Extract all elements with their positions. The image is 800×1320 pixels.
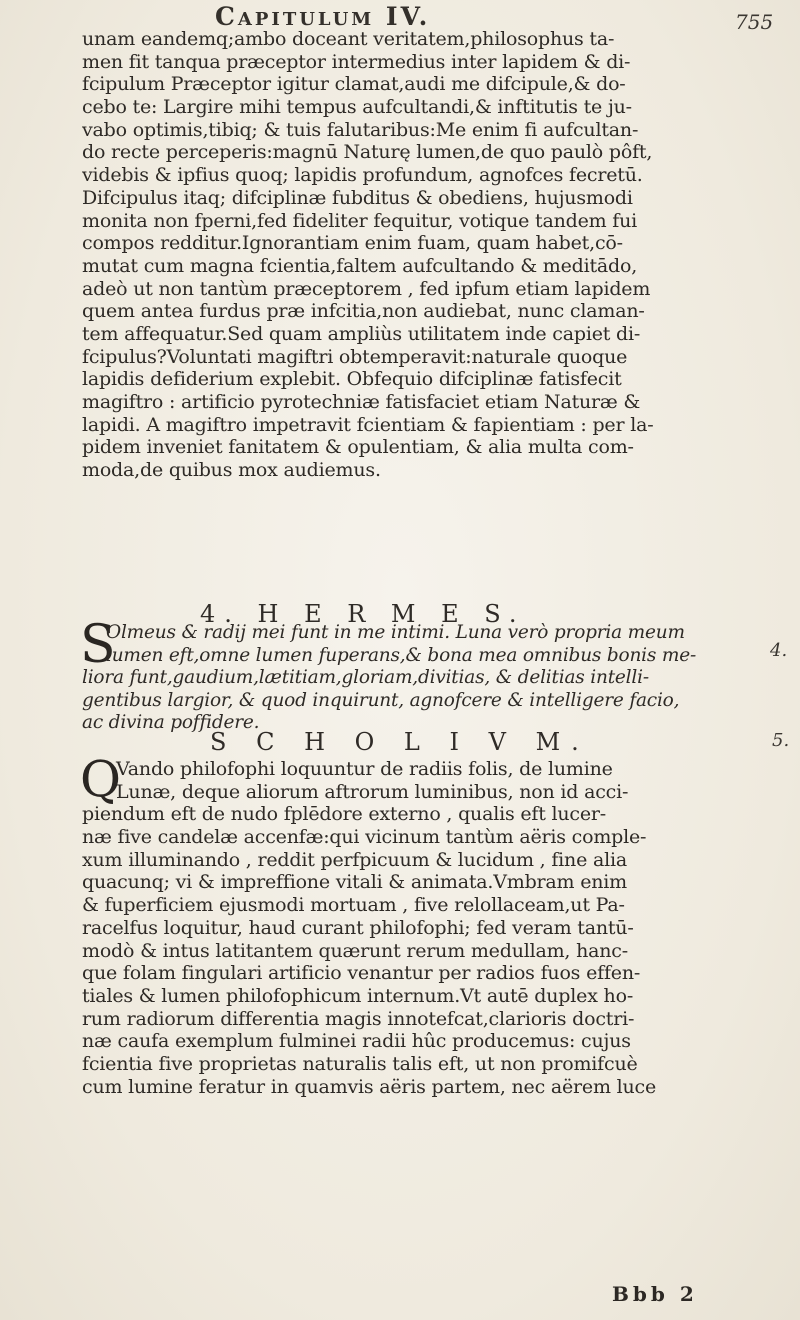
intro-paragraph [82,28,772,482]
text-line: quacunq; vi & impreffione vitali & animata.Vmbram enim [82,871,627,894]
text-line: tem affequatur.Sed quam ampliùs utilitatem inde capiet di- [82,322,641,345]
text-line: fcientia five proprietas naturalis talis eft, ut non promifcuè [82,1052,638,1075]
running-head: Capitulum IV. [215,2,431,31]
hermes-heading: 4. H E R M E S. [200,600,526,628]
text-line: unam eandemq;ambo doceant veritatem,philosophus ta- [82,28,615,50]
text-line: pidem inveniet fanitatem & opulentiam, & alia multa com- [82,436,634,459]
text-line: Difcipulus itaq; difciplinæ fubditus & obediens, hujusmodi [82,186,633,209]
catchword-signature: Bbb 2 [612,1282,698,1306]
text-line: moda,de quibus mox audiemus. [82,459,381,482]
text-line: næ caufa exemplum fulminei radii hûc producemus: cujus [82,1030,631,1053]
quote-line: gentibus largior, & quod inquirunt, agnofcere & intelligere facio, [82,689,680,711]
text-line: rum radiorum differentia magis innotefcat,clarioris doctri- [82,1007,635,1030]
text-line: adeò ut non tantùm præceptorem , fed ipfum etiam lapidem [82,277,651,300]
quote-line: ac divina poffidere. [82,712,260,733]
text-line: mutat cum magna fcientia,faltem aufcultando & meditādo, [82,254,638,277]
text-line: modò & intus latitantem quærunt rerum medullam, hanc- [82,939,628,962]
quote-line: liora funt,gaudium,lætitiam,gloriam,divitias, & delitias intelli- [82,667,649,688]
text-line: men fit tanqua præceptor intermedius inter lapidem & di- [82,50,631,73]
text-line: cebo te: Largire mihi tempus aufcultandi,& inftitutis te ju- [82,96,632,119]
text-line: compos redditur.Ignorantiam enim fuam, quam habet,cō- [82,232,623,255]
page-number: 755 [735,10,774,34]
scholium-heading: S C H O L I V M. [210,728,590,756]
quote-line: Olmeus & radij mei funt in me intimi. Luna verò propria meum [106,622,685,643]
text-line: Lunæ, deque aliorum aftrorum luminibus, non id acci- [116,780,629,803]
hermes-quote [80,615,772,735]
margin-note: 5. [772,730,790,751]
text-line: & fuperficiem ejusmodi mortuam , five relollaceam,ut Pa- [82,894,625,917]
text-line: piendum eft de nudo fplēdore externo , qualis eft lucer- [82,803,607,826]
text-line: Vando philofophi loquuntur de radiis folis, de lumine [116,758,613,780]
text-line: do recte perceperis:magnū Naturę lumen,de quo paulò pôft, [82,141,653,164]
text-line: quem antea furdus præ infcitia,non audiebat, nunc claman- [82,300,645,323]
text-line: fcipulus?Voluntati magiftri obtemperavit:naturale quoque [82,345,628,368]
text-line: vabo optimis,tibiq; & tuis falutaribus:Me enim fi aufcultan- [82,118,639,141]
text-line: fcipulum Præceptor igitur clamat,audi me difcipule,& do- [82,73,626,96]
text-line: lapidis defiderium explebit. Obfequio difciplinæ fatisfecit [82,368,622,391]
drop-cap: Q [80,750,121,808]
text-line: magiftro : artificio pyrotechniæ fatisfaciet etiam Naturæ & [82,391,641,413]
quote-line: lumen eft,omne lumen fuperans,& bona mea omnibus bonis me- [106,644,697,666]
text-line: videbis & ipfius quoq; lapidis profundum, agnofces fecretū. [82,164,643,187]
drop-cap: S [80,615,116,675]
text-line: lapidi. A magiftro impetravit fcientiam & fapientiam : per la- [82,413,654,436]
text-line: tiales & lumen philofophicum internum.Vt autē duplex ho- [82,984,634,1007]
text-line: racelfus loquitur, haud curant philofophi; fed veram tantū- [82,916,634,939]
text-line: monita non fperni,fed fideliter fequitur, votique tandem fui [82,209,638,232]
text-line: cum lumine feratur in quamvis aëris partem, nec aërem luce [82,1075,657,1098]
text-line: xum illuminando , reddit perfpicuum & lucidum , fine alia [82,848,627,871]
margin-note: 4. [770,640,788,661]
text-line: næ five candelæ accenfæ:qui vicinum tantùm aëris comple- [82,826,647,849]
scholium-paragraph [80,750,772,1098]
text-line: que folam fingulari artificio venantur per radios fuos effen- [82,962,641,985]
